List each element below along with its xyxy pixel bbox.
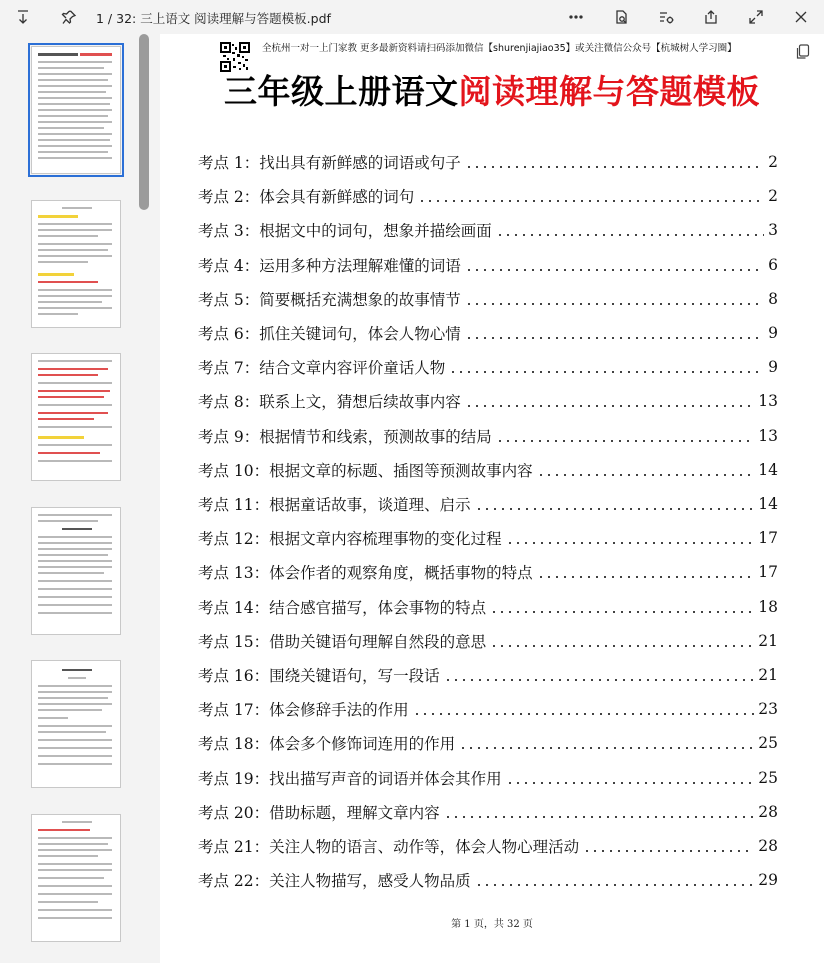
toc-row[interactable] [198, 697, 778, 721]
toc-row[interactable] [198, 629, 778, 653]
toc-leader-dots [496, 429, 754, 443]
toc-page-number: 14 [758, 495, 778, 513]
toc-label: 考点 19：找出描写声音的词语并体会其作用 [198, 769, 502, 788]
toc-row[interactable] [198, 595, 778, 619]
toc-label: 考点 9：根据情节和线索，预测故事的结局 [198, 427, 492, 446]
toc-label: 考点 10：根据文章的标题、插图等预测故事内容 [198, 461, 533, 480]
toc-label: 考点 17：体会修辞手法的作用 [198, 701, 409, 720]
toc-label: 考点 15：借助关键语句理解自然段的意思 [198, 632, 487, 651]
thumbnail-page-1[interactable] [31, 46, 121, 174]
toc-label: 考点 6：抓住关键词句，体会人物心情 [198, 325, 461, 343]
toc-leader-dots [490, 600, 754, 614]
pin-icon[interactable] [58, 7, 80, 27]
toc-page-number: 9 [768, 324, 778, 342]
document-title-red: 阅读理解与答题模板 [458, 72, 760, 111]
toc-label: 考点 8：联系上文，猜想后续故事内容 [198, 393, 461, 412]
toc-row[interactable] [198, 800, 778, 824]
toc-label: 考点 22：关注人物描写，感受人物品质 [198, 872, 471, 891]
document-header-text: 全杭州一对一上门家教 更多最新资料请扫码添加微信【shurenjiajiao35】或关注微信公众号【杭城树人学习圈】 [262, 43, 737, 54]
close-icon[interactable] [790, 7, 812, 27]
toc-page-number: 6 [768, 255, 778, 274]
toc-row[interactable] [198, 663, 778, 687]
toc-page-number: 25 [758, 734, 778, 753]
toc-leader-dots [444, 805, 755, 819]
more-icon[interactable] [565, 7, 587, 27]
toc-label: 考点 18：体会多个修饰词连用的作用 [198, 735, 456, 754]
toc-row[interactable] [198, 526, 778, 550]
toc-page-number: 18 [758, 597, 778, 616]
toc-label: 考点 12：根据文章内容梳理事物的变化过程 [198, 530, 502, 549]
toc-label: 考点 16：围绕关键语句，写一段话 [198, 667, 440, 685]
toc-label: 考点 1：找出具有新鲜感的词语或句子 [198, 154, 461, 172]
toc-row[interactable] [198, 731, 778, 755]
thumbnail-page-6[interactable] [31, 814, 121, 942]
toc-label: 考点 13：体会作者的观察角度，概括事物的特点 [198, 564, 533, 583]
toc-label: 考点 4：运用多种方法理解难懂的词语 [198, 256, 461, 275]
toc-page-number: 29 [758, 871, 778, 890]
document-title-black: 三年级上册语文 [224, 72, 459, 111]
thumbnail-page-2[interactable] [31, 200, 121, 328]
toc-page-number: 3 [768, 221, 778, 240]
toc-label: 考点 3：根据文中的词句，想象并描绘画面 [198, 222, 492, 241]
toc-row[interactable] [198, 150, 778, 174]
toc-row[interactable] [198, 218, 778, 242]
toc-page-number: 9 [768, 358, 778, 377]
toc-leader-dots [465, 155, 764, 169]
toc-leader-dots [465, 326, 764, 340]
toc-row[interactable] [198, 321, 778, 345]
document-page [160, 34, 824, 963]
toc-page-number: 17 [758, 563, 778, 582]
settings-icon[interactable] [655, 7, 677, 27]
toc-leader-dots [418, 189, 764, 203]
toc-leader-dots [496, 223, 764, 237]
toc-page-number: 17 [758, 529, 778, 548]
toc-leader-dots [413, 702, 755, 716]
toc-row[interactable] [198, 389, 778, 413]
zoom-icon[interactable] [610, 7, 632, 27]
toc-page-number: 13 [758, 426, 778, 445]
toc-row[interactable] [198, 253, 778, 277]
toc-row[interactable] [198, 355, 778, 379]
toc-page-number: 28 [758, 837, 778, 855]
thumbnail-page-3[interactable] [31, 353, 121, 481]
toc-page-number: 21 [758, 666, 778, 684]
toc-page-number: 14 [758, 460, 778, 479]
toc-leader-dots [506, 771, 755, 785]
thumbnail-page-5[interactable] [31, 660, 121, 788]
toc-label: 考点 7：结合文章内容评价童话人物 [198, 359, 446, 378]
toc-label: 考点 11：根据童话故事，谈道理、启示 [198, 496, 471, 514]
title-bar [0, 0, 824, 34]
thumbnail-pane [0, 34, 158, 963]
toc-page-number: 21 [758, 631, 778, 650]
toc-page-number: 2 [768, 187, 778, 206]
toc-row[interactable] [198, 834, 778, 858]
toc-label: 考点 2：体会具有新鲜感的词句 [198, 188, 415, 207]
document-title [160, 66, 824, 113]
thumbnail-scrollbar[interactable] [139, 34, 149, 210]
toc-label: 考点 14：结合感官描写，体会事物的特点 [198, 598, 487, 617]
toc-page-number: 13 [758, 392, 778, 411]
window-title: 1 / 32: 三上语文 阅读理解与答题模板.pdf [96, 11, 331, 26]
toc-leader-dots [506, 531, 755, 545]
download-icon[interactable] [12, 7, 34, 27]
toc-leader-dots [465, 292, 764, 306]
toc-page-number: 2 [768, 153, 778, 171]
toc-leader-dots [475, 873, 755, 887]
share-icon[interactable] [700, 7, 722, 27]
toc-leader-dots [537, 463, 755, 477]
toc-leader-dots [537, 565, 755, 579]
toc-row[interactable] [198, 560, 778, 584]
toc-leader-dots [449, 360, 764, 374]
toc-page-number: 23 [758, 700, 778, 719]
toc-row[interactable] [198, 184, 778, 208]
fullscreen-icon[interactable] [745, 7, 767, 27]
toc-row[interactable] [198, 868, 778, 892]
toc-page-number: 25 [758, 768, 778, 787]
toc-label: 考点 20：借助标题，理解文章内容 [198, 803, 440, 822]
thumbnail-page-4[interactable] [31, 507, 121, 635]
toc-row[interactable] [198, 492, 778, 516]
toc-leader-dots [583, 839, 754, 853]
copy-icon[interactable] [796, 44, 810, 60]
page-footer: 第 1 页，共 32 页 [451, 919, 533, 930]
toc-page-number: 8 [768, 289, 778, 308]
toc-leader-dots [465, 258, 764, 272]
toc-row[interactable] [198, 458, 778, 482]
toc-row[interactable] [198, 766, 778, 790]
toc-leader-dots [475, 497, 755, 511]
toc-row[interactable] [198, 424, 778, 448]
toc-page-number: 28 [758, 802, 778, 821]
toc-leader-dots [444, 668, 755, 682]
toc-label: 考点 5：简要概括充满想象的故事情节 [198, 290, 461, 309]
toc-leader-dots [465, 394, 754, 408]
toc-row[interactable] [198, 287, 778, 311]
toc-leader-dots [490, 634, 754, 648]
toc-label: 考点 21：关注人物的语言、动作等，体会人物心理活动 [198, 838, 580, 856]
toc-leader-dots [459, 736, 754, 750]
